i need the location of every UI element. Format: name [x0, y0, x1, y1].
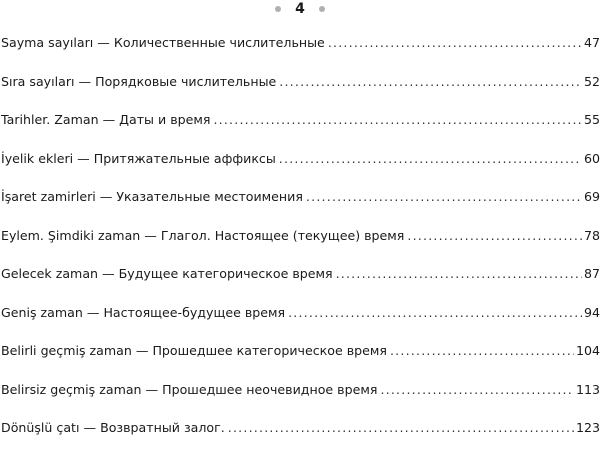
page-number: 4: [295, 1, 305, 17]
toc-entry-title: Geniş zaman — Настоящее-будущее время: [1, 304, 286, 320]
dot-leader: [288, 305, 582, 321]
toc-entry: [1, 35, 600, 74]
toc-entry-title: Dönüşlü çatı — Возвратный залог.: [1, 420, 225, 435]
toc-entry-title: Sıra sayıları — Порядковые числительные: [1, 73, 277, 89]
toc-entry-page: 94: [583, 304, 600, 320]
toc-entry-title: Gelecek zaman — Будущее категорическое время: [1, 266, 333, 281]
toc-entry-page: 55: [583, 112, 600, 127]
toc-entry-title: İşaret zamirleri — Указательные местоимения: [1, 189, 303, 204]
toc-entry-title: İyelik ekleri — Притяжательные аффиксы: [1, 150, 276, 166]
toc-entry: [1, 74, 600, 113]
toc-entry-title: Tarihler. Zaman — Даты и время: [1, 112, 211, 127]
toc-entry-page: 113: [575, 381, 600, 397]
left-dot-ornament: [275, 6, 281, 12]
dot-leader: [328, 35, 582, 51]
dot-leader: [336, 266, 582, 282]
toc-entry: [1, 305, 600, 344]
dot-leader: [279, 74, 582, 90]
toc-entry-page: 52: [583, 73, 600, 89]
toc-entry: [1, 228, 600, 267]
dot-leader: [380, 382, 574, 398]
toc-entry-page: 47: [583, 35, 600, 50]
toc-entry-page: 87: [583, 266, 600, 281]
toc-entry-page: 78: [583, 227, 600, 243]
dot-leader: [228, 420, 574, 436]
toc-entry-title: Belirsiz geçmiş zaman — Прошедшее неочевидное время: [1, 381, 378, 397]
page-header: [0, 0, 600, 18]
dot-leader: [279, 151, 582, 167]
toc-entry-title: Eylem. Şimdiki zaman — Глагол. Настоящее (текущее) время: [1, 227, 405, 243]
toc-entry-page: 123: [575, 420, 600, 435]
toc-entry-title: Belirli geçmiş zaman — Прошедшее категорическое время: [1, 343, 387, 358]
table-of-contents: [1, 35, 600, 459]
right-dot-ornament: [319, 6, 325, 12]
toc-entry: [1, 343, 600, 382]
toc-entry-page: 69: [583, 189, 600, 204]
dot-leader: [407, 228, 582, 244]
toc-entry: [1, 112, 600, 151]
toc-entry: [1, 266, 600, 305]
toc-entry-page: 60: [583, 150, 600, 166]
toc-entry: [1, 189, 600, 228]
toc-entry-page: 104: [575, 343, 600, 358]
toc-entry: [1, 151, 600, 190]
toc-entry: [1, 420, 600, 459]
dot-leader: [390, 343, 574, 359]
dot-leader: [213, 112, 582, 128]
toc-entry-title: Sayma sayıları — Количественные числительные: [1, 35, 325, 50]
dot-leader: [306, 189, 582, 205]
toc-entry: [1, 382, 600, 421]
